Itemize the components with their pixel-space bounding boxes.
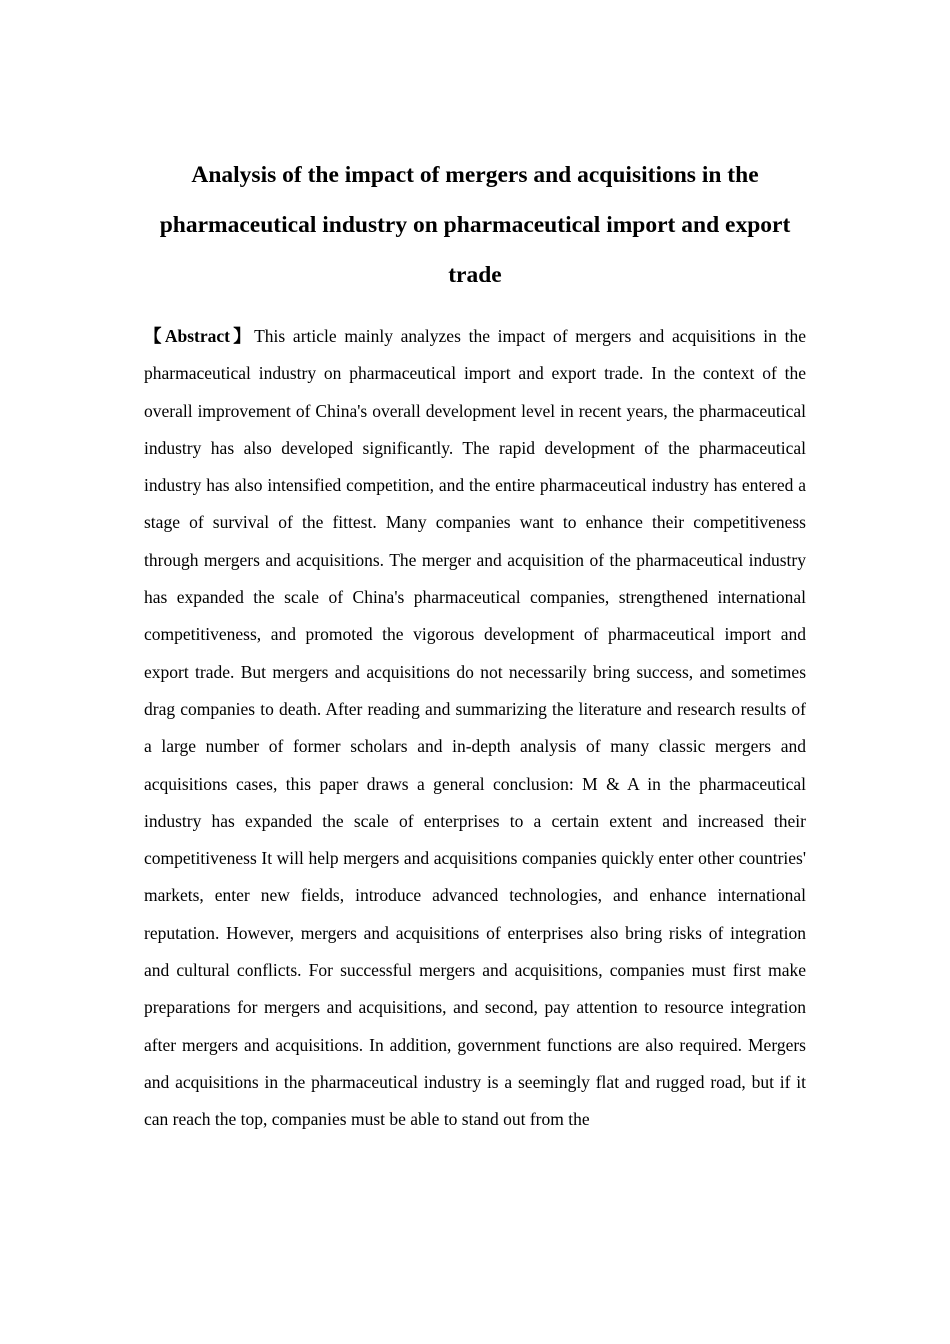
- document-title: Analysis of the impact of mergers and acquisitions in the pharmaceutical industry on pharmaceutical import and export trade: [159, 162, 791, 288]
- abstract-paragraph: [144, 318, 806, 1139]
- abstract-label: 【Abstract】: [144, 326, 255, 346]
- abstract-text: This article mainly analyzes the impact of mergers and acquisitions in the pharmaceutical industry on pharmaceutical import and export trade. In the context of the overall improvement of China's overall development level in recent years, the pharmaceutical industry has also developed significantly. The rapid development of the pharmaceutical industry has also intensified competition, and the entire pharmaceutical industry has entered a stage of survival of the fittest. Many companies want to enhance their competitiveness through mergers and acquisitions. The merger and acquisition of the pharmaceutical industry has expanded the scale of China's pharmaceutical companies, strengthened international competitiveness, and promoted the vigorous development of pharmaceutical import and export trade. But mergers and acquisitions do not necessarily bring success, and sometimes drag companies to death. After reading and summarizing the literature and research results of a large number of former scholars and in-depth analysis of many classic mergers and acquisitions cases, this paper draws a general conclusion: M & A in the pharmaceutical industry has expanded the scale of enterprises to a certain extent and increased their competitiveness It will help mergers and acquisitions companies quickly enter other countries' markets, enter new fields, introduce advanced technologies, and enhance international reputation. However, mergers and acquisitions of enterprises also bring risks of integration and cultural conflicts. For successful mergers and acquisitions, companies must first make preparations for mergers and acquisitions, and second, pay attention to resource integration after mergers and acquisitions. In addition, government functions are also required. Mergers and acquisitions in the pharmaceutical industry is a seemingly flat and rugged road, but if it can reach the top, companies must be able to stand out from the: [144, 326, 806, 1130]
